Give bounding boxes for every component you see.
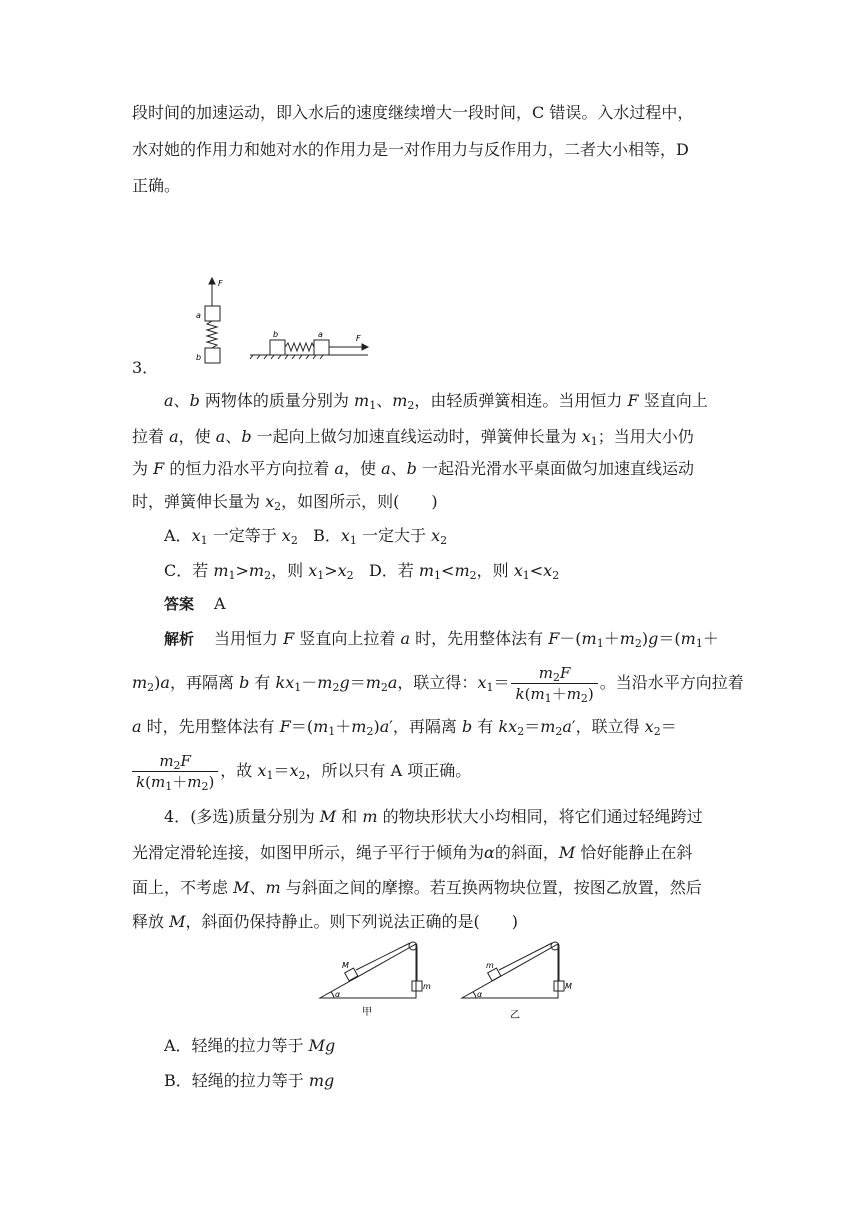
analysis-line: 解析 当用恒力 F 竖直向上拉着 a 时，先用整体法有 $F-(m_1+m_2)g=(m_1+$	[164, 629, 719, 650]
text-line: 正确。	[132, 176, 181, 195]
question-stem: 释放 M，斜面仍保持静止。则下列说法正确的是( )	[132, 912, 518, 931]
option-a[interactable]: A．$x_1$ 一定等于 $x_2$ B．$x_1$ 一定大于 $x_2$	[164, 526, 448, 547]
question-stem: 时，弹簧伸长量为 $x_2$，如图所示，则( )	[132, 492, 438, 513]
text-line: 段时间的加速运动，即入水后的速度继续增大一段时间，C 错误。入水过程中，	[132, 103, 694, 122]
fraction: $\frac{m_2F}{k(m_1+m_2)}$	[132, 752, 218, 791]
question-stem: 为 F 的恒力沿水平方向拉着 a，使 a、b 一起沿光滑水平桌面做匀加速直线运动	[132, 459, 694, 478]
figure-caption: 乙	[510, 1010, 520, 1021]
mass-label: M	[342, 961, 349, 970]
force-label: F	[218, 279, 223, 288]
force-label: F	[356, 334, 361, 343]
analysis-line: a 时，先用整体法有 $F=(m_1+m_2)a'$，再隔离 b 有 $kx_2=m_2a'$，联立得 $x_2=$	[132, 717, 677, 738]
block-label: b	[273, 330, 279, 339]
answer-value: A	[214, 594, 226, 613]
fraction: $\frac{m_2F}{k(m_1+m_2)}$	[511, 664, 597, 703]
block-label: a	[196, 311, 201, 320]
angle-label: α	[477, 990, 483, 999]
spring-blocks-figure	[160, 276, 380, 372]
analysis-label: 解析	[164, 630, 195, 648]
block-label: a	[318, 330, 323, 339]
question-stem: 4．(多选)质量分别为 M 和 m 的物块形状大小均相同，将它们通过轻绳跨过	[164, 807, 703, 826]
option-d[interactable]: D．若 $m_1<m_2$，则 $x_1<x_2$	[368, 561, 560, 582]
question-stem: a、b 两物体的质量分别为 $m_1$、$m_2$，由轻质弹簧相连。当用恒力 F 竖直向上	[164, 391, 708, 412]
mass-label: M	[565, 982, 572, 991]
mass-label: m	[486, 961, 494, 970]
question-stem: 面上，不考虑 M、m 与斜面之间的摩擦。若互换两物块位置，按图乙放置，然后	[132, 878, 702, 897]
option-b[interactable]: B．$x_1$ 一定大于 $x_2$	[313, 526, 448, 547]
option-c[interactable]: C．若 $m_1>m_2$，则 $x_1>x_2$ D．若 $m_1<m_2$，则 $x_1<x_2$	[164, 561, 560, 582]
question-number: 3．	[132, 358, 159, 377]
analysis-line: $m_2)a$，再隔离 b 有 $kx_1-m_2g=m_2a$，联立得：$x_1=$ $\frac{m_2F}{k(m_1+m_2)}$ 。当沿水平方向拉着	[132, 664, 744, 705]
angle-label: α	[335, 990, 341, 999]
block-label: b	[196, 353, 202, 362]
option-b[interactable]: B．轻绳的拉力等于 mg	[164, 1071, 335, 1090]
text-line: 水对她的作用力和她对水的作用力是一对作用力与反作用力，二者大小相等，D	[132, 140, 689, 159]
mass-label: m	[423, 982, 431, 991]
figure-caption: 甲	[362, 1007, 372, 1018]
option-a[interactable]: A．轻绳的拉力等于 Mg	[164, 1036, 336, 1055]
analysis-line: $\frac{m_2F}{k(m_1+m_2)}$ ，故 $x_1=x_2$，所以只有 A 项正确。	[132, 752, 471, 791]
incline-pulley-figure	[312, 938, 592, 1024]
question-stem: 光滑定滑轮连接，如图甲所示，绳子平行于倾角为α的斜面，M 恰好能静止在斜	[132, 843, 693, 862]
answer-label: 答案	[164, 595, 195, 613]
answer-line	[164, 593, 226, 615]
question-stem: 拉着 a，使 a、b 一起向上做匀加速直线运动时，弹簧伸长量为 $x_1$；当用大小仍	[132, 427, 694, 448]
